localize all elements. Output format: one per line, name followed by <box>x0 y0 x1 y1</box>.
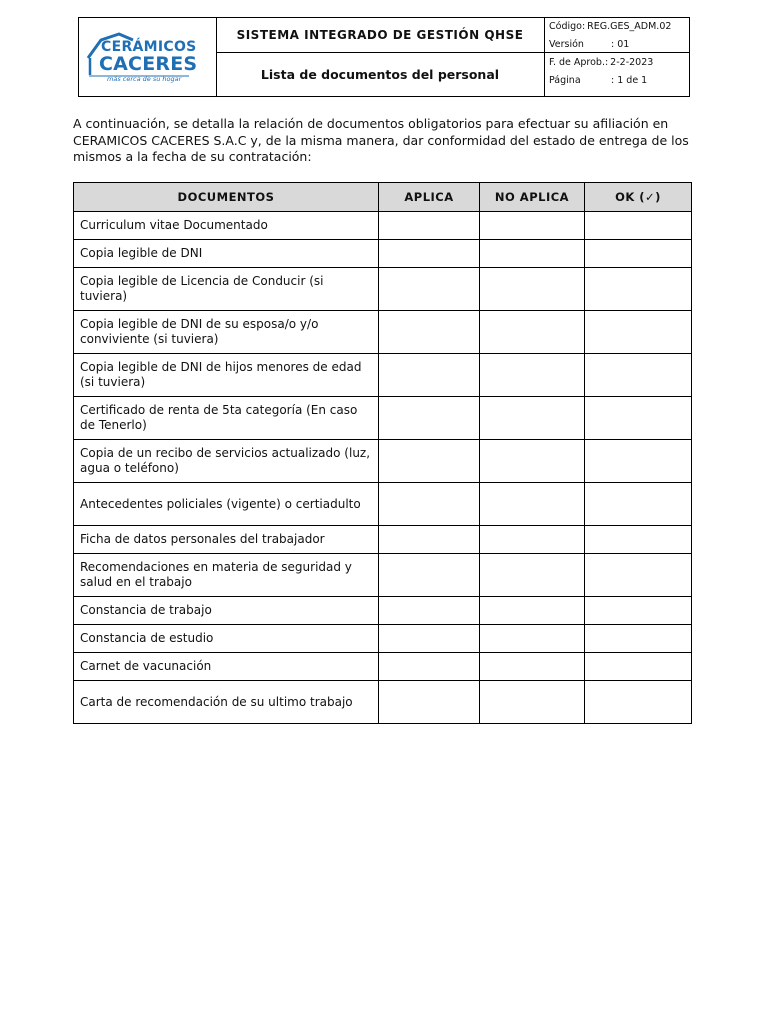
documents-table <box>73 182 692 724</box>
aplica-cell[interactable] <box>379 681 480 724</box>
table-row <box>74 397 692 440</box>
no-aplica-cell[interactable] <box>480 268 585 311</box>
table-row <box>74 212 692 240</box>
table-row <box>74 311 692 354</box>
document-name: Constancia de estudio <box>74 625 379 653</box>
intro-paragraph: A continuación, se detalla la relación de documentos obligatorios para efectuar su afiliación en CERAMICOS CACERES S.A.C y, de la misma manera, dar conformidad del estado de entrega de los mismos a la fecha de su contratación: <box>73 116 689 164</box>
company-logo <box>85 28 209 88</box>
document-meta <box>545 18 690 96</box>
logo-text-line2: CACERES <box>99 53 198 75</box>
aplica-cell[interactable] <box>379 397 480 440</box>
document-name: Copia legible de DNI de hijos menores de edad (si tuviera) <box>74 354 379 397</box>
document-name: Copia legible de DNI de su esposa/o y/o conviviente (si tuviera) <box>74 311 379 354</box>
no-aplica-cell[interactable] <box>480 483 585 526</box>
ok-cell[interactable] <box>585 653 692 681</box>
ok-cell[interactable] <box>585 311 692 354</box>
title-cell <box>216 18 545 96</box>
aplica-cell[interactable] <box>379 554 480 597</box>
no-aplica-cell[interactable] <box>480 212 585 240</box>
ok-cell[interactable] <box>585 526 692 554</box>
meta-version: Versión : 01 <box>549 38 630 50</box>
meta-code: Código: REG.GES_ADM.02 <box>549 20 672 32</box>
aplica-cell[interactable] <box>379 440 480 483</box>
table-row <box>74 597 692 625</box>
aplica-cell[interactable] <box>379 625 480 653</box>
document-name: Certificado de renta de 5ta categoría (En caso de Tenerlo) <box>74 397 379 440</box>
aplica-cell[interactable] <box>379 483 480 526</box>
table-row <box>74 554 692 597</box>
table-row <box>74 653 692 681</box>
aplica-cell[interactable] <box>379 268 480 311</box>
table-row <box>74 625 692 653</box>
document-name: Copia legible de Licencia de Conducir (si tuviera) <box>74 268 379 311</box>
document-name: Copia de un recibo de servicios actualizado (luz, agua o teléfono) <box>74 440 379 483</box>
ok-cell[interactable] <box>585 268 692 311</box>
table-row <box>74 681 692 724</box>
no-aplica-cell[interactable] <box>480 625 585 653</box>
no-aplica-cell[interactable] <box>480 653 585 681</box>
document-name: Curriculum vitae Documentado <box>74 212 379 240</box>
document-name: Carta de recomendación de su ultimo trabajo <box>74 681 379 724</box>
no-aplica-cell[interactable] <box>480 554 585 597</box>
ok-cell[interactable] <box>585 681 692 724</box>
table-row <box>74 526 692 554</box>
aplica-cell[interactable] <box>379 240 480 268</box>
no-aplica-cell[interactable] <box>480 354 585 397</box>
document-name: Carnet de vacunación <box>74 653 379 681</box>
no-aplica-cell[interactable] <box>480 397 585 440</box>
no-aplica-cell[interactable] <box>480 597 585 625</box>
ok-cell[interactable] <box>585 483 692 526</box>
logo-text-line1: CERÁMICOS <box>101 39 197 55</box>
ok-cell[interactable] <box>585 597 692 625</box>
table-row <box>74 483 692 526</box>
system-title: SISTEMA INTEGRADO DE GESTIÓN QHSE <box>216 18 544 53</box>
document-name: Antecedentes policiales (vigente) o certiadulto <box>74 483 379 526</box>
no-aplica-cell[interactable] <box>480 526 585 554</box>
logo-tagline: más cerca de su hogar <box>107 75 182 83</box>
document-name: Constancia de trabajo <box>74 597 379 625</box>
document-name: Copia legible de DNI <box>74 240 379 268</box>
column-header-documentos: DOCUMENTOS <box>74 183 379 212</box>
ok-cell[interactable] <box>585 354 692 397</box>
table-row <box>74 354 692 397</box>
ok-cell[interactable] <box>585 440 692 483</box>
column-header-ok: OK (✓) <box>585 183 692 212</box>
no-aplica-cell[interactable] <box>480 240 585 268</box>
document-name: Ficha de datos personales del trabajador <box>74 526 379 554</box>
aplica-cell[interactable] <box>379 653 480 681</box>
aplica-cell[interactable] <box>379 597 480 625</box>
aplica-cell[interactable] <box>379 212 480 240</box>
no-aplica-cell[interactable] <box>480 311 585 354</box>
aplica-cell[interactable] <box>379 354 480 397</box>
meta-page: Página : 1 de 1 <box>549 74 648 86</box>
table-header-row <box>74 183 692 212</box>
ok-cell[interactable] <box>585 240 692 268</box>
document-header <box>78 17 690 97</box>
table-row <box>74 440 692 483</box>
document-title: Lista de documentos del personal <box>260 67 500 82</box>
aplica-cell[interactable] <box>379 311 480 354</box>
ok-cell[interactable] <box>585 212 692 240</box>
ok-cell[interactable] <box>585 625 692 653</box>
logo-cell <box>79 18 217 96</box>
table-row <box>74 268 692 311</box>
meta-approval: F. de Aprob.: 2-2-2023 <box>549 56 654 68</box>
aplica-cell[interactable] <box>379 526 480 554</box>
table-row <box>74 240 692 268</box>
column-header-aplica: APLICA <box>379 183 480 212</box>
no-aplica-cell[interactable] <box>480 440 585 483</box>
ok-cell[interactable] <box>585 554 692 597</box>
column-header-no-aplica: NO APLICA <box>480 183 585 212</box>
document-name: Recomendaciones en materia de seguridad y salud en el trabajo <box>74 554 379 597</box>
no-aplica-cell[interactable] <box>480 681 585 724</box>
meta-divider <box>545 52 690 53</box>
ok-cell[interactable] <box>585 397 692 440</box>
